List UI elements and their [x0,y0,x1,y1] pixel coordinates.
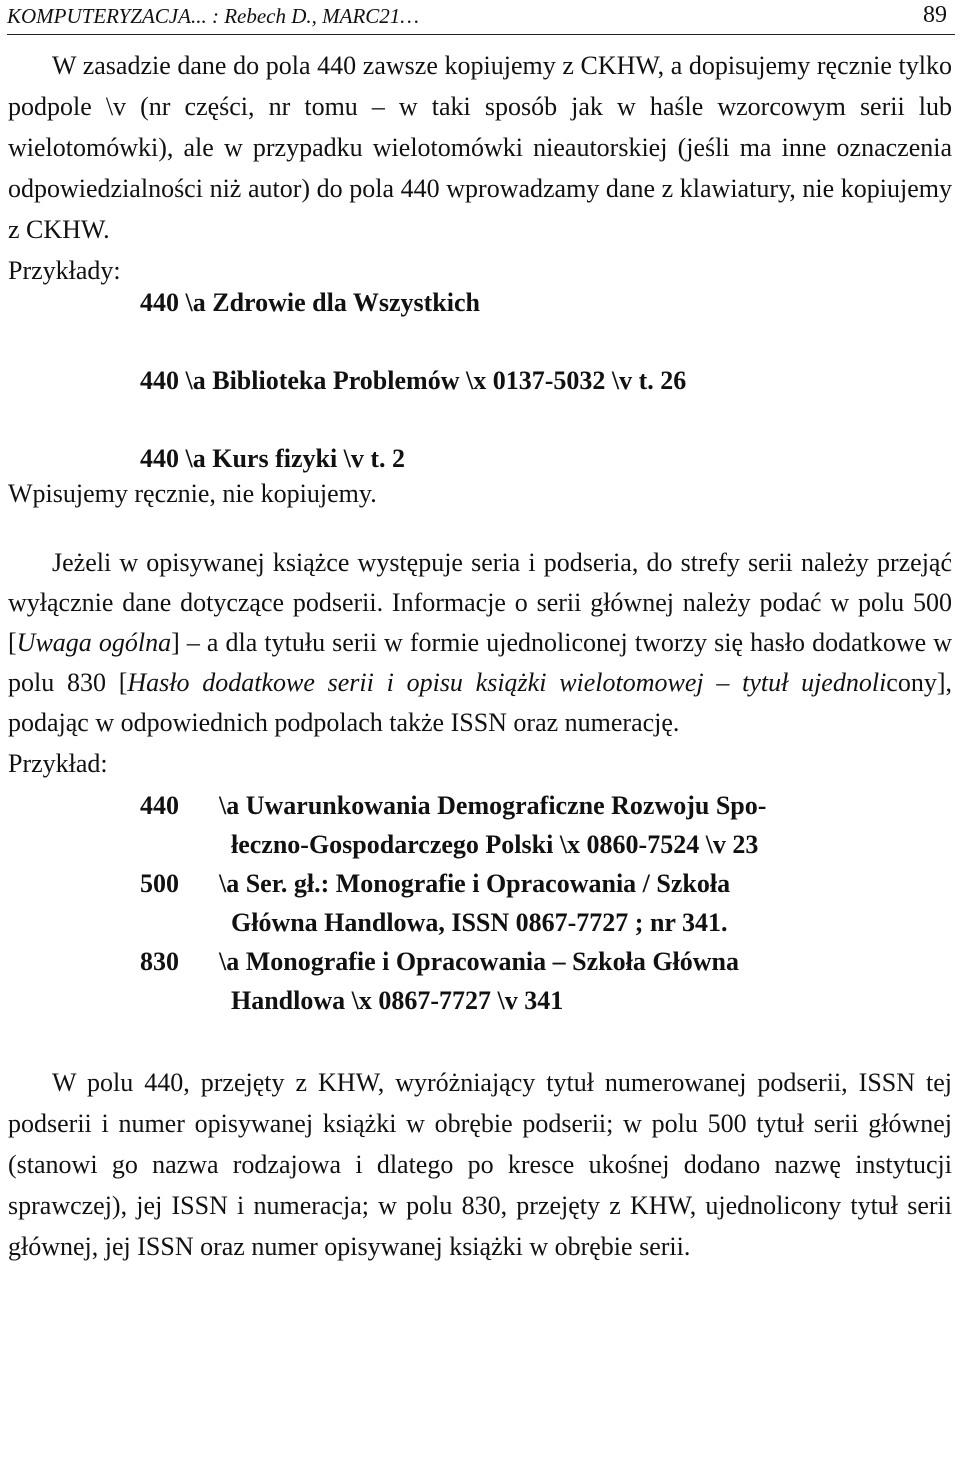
paragraph-2-italic-1: Uwaga ogólna [16,628,172,657]
record-line: \a Monografie i Opracowania – Szkoła Główna [219,947,739,976]
example-line-2: 440 \a Biblioteka Problemów \x 0137-5032 \v t. 26 [140,366,687,395]
marc-record-440 [8,786,952,864]
record-tag: 500 [140,869,179,898]
record-line-continued: łeczno-Gospodarczego Polski \x 0860-7524 \v 23 [231,830,759,859]
running-header [7,2,955,35]
paragraph-2-italic-2: Hasło dodatkowe serii i opisu książki wielotomowej – tytuł ujednoli [127,668,887,697]
page-number: 89 [923,2,947,28]
record-tag: 440 [140,791,179,820]
record-line: \a Ser. gł.: Monografie i Opracowania / Szkoła [219,869,731,898]
example-line-1: 440 \a Zdrowie dla Wszystkich [140,288,480,317]
record-line-continued: Główna Handlowa, ISSN 0867-7727 ; nr 341. [231,908,728,937]
record-line-continued: Handlowa \x 0867-7727 \v 341 [231,986,564,1015]
paragraph-2-text-1: Jeżeli w opisywanej książce występuje seria i podseria, do strefy serii należy przejąć wyłącznie dane dotyczące podserii. Informacje o serii głównej należy podać w polu 500 [ [8,548,952,657]
example-label: Przykład: [8,749,108,778]
marc-record-830 [8,942,952,1020]
paragraph-2 [8,543,952,743]
paragraph-2-text-3: cony], podając w odpowiednich podpolach także ISSN oraz numerację. [8,668,952,737]
record-line: \a Uwarunkowania Demograficzne Rozwoju Spo- [219,791,767,820]
paragraph-2-text-2: ] – a dla tytułu serii w formie ujednoliconej tworzy się hasło dodatkowe w polu 830 [ [8,628,953,697]
paragraph-3: W polu 440, przejęty z KHW, wyróżniający tytuł numerowanej podserii, ISSN tej podserii i numer opisywanej książki w obrębie podserii; w polu 500 tytuł serii głównej (stanowi go nazwa rodzajowa i dlatego po kresce ukośnej dodano nazwę instytucji sprawczej), jej ISSN i numeracja; w polu 830, przejęty z KHW, ujednolicony tytuł serii głównej, jej ISSN oraz numer opisywanej książki w obrębie serii. [8,1068,952,1261]
page-content [8,45,952,1267]
paragraph-1: W zasadzie dane do pola 440 zawsze kopiujemy z CKHW, a dopisujemy ręcznie tylko podpole \v (nr części, nr tomu – w taki sposób jak w haśle wzorcowym serii lub wielotomówki), ale w przypadku wielotomówki nieautorskiej (jeśli ma inne oznaczenia odpowiedzialności niż autor) do pola 440 wprowadzamy dane z klawiatury, nie kopiujemy z CKHW. [8,51,952,244]
marc-record-500 [8,864,952,942]
header-title: KOMPUTERYZACJA... : Rebech D., MARC21… [7,4,419,28]
example-note: Wpisujemy ręcznie, nie kopiujemy. [8,479,377,508]
example-line-3: 440 \a Kurs fizyki \v t. 2 [140,444,406,473]
examples-label: Przykłady: [8,256,121,285]
record-tag: 830 [140,947,179,976]
